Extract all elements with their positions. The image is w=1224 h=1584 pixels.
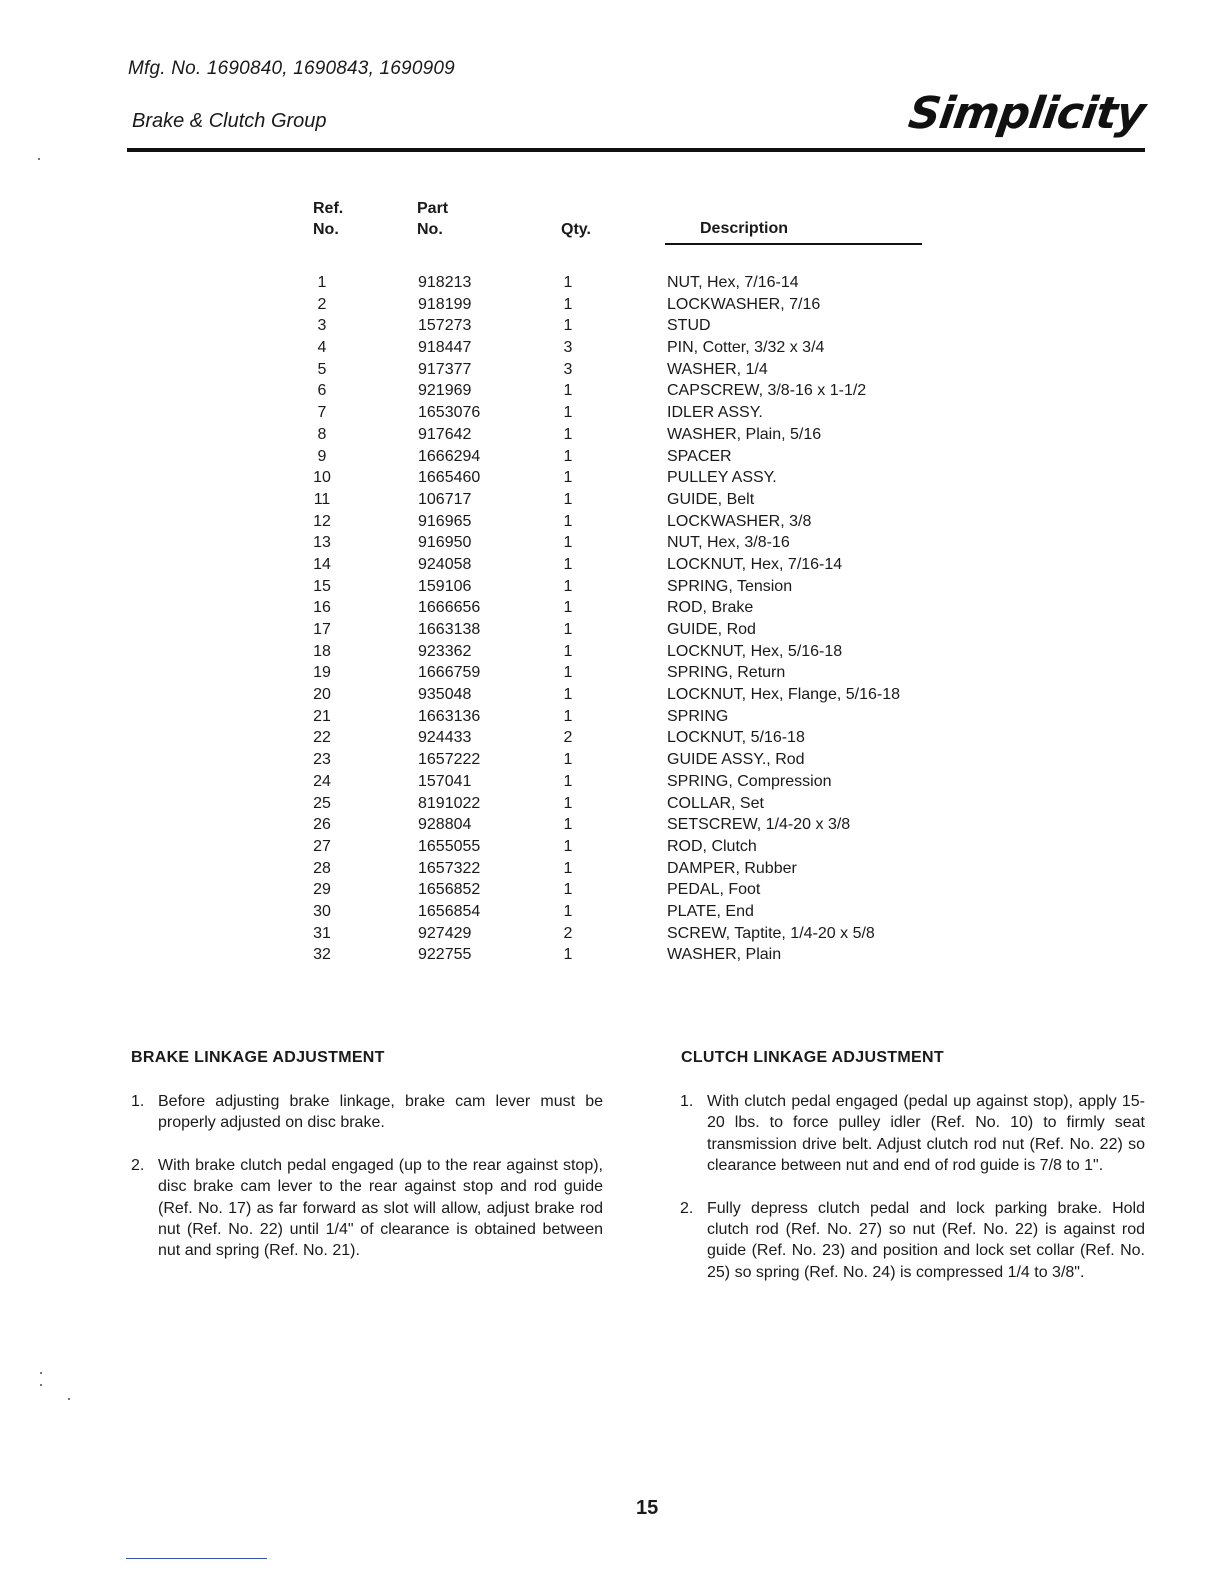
qty-cell: 1 [563,794,573,812]
part-no-cell: 924058 [418,555,472,573]
ref-no-cell: 8 [317,425,327,443]
table-row [305,944,965,966]
step-text: With brake clutch pedal engaged (up to the rear against stop), disc brake cam lever to the rear against stop and rod guide (Ref. No. 17) as far forward as slot will allow, adjust brake rod nut (Ref. No. 22) until 1/4" of clearance is obtained between nut and spring (Ref. No. 21). [158,1156,603,1260]
qty-cell: 1 [563,469,573,487]
qty-cell: 1 [563,599,573,617]
ref-no-cell: 11 [313,490,331,508]
table-row [305,597,965,619]
description-cell: ROD, Clutch [667,837,757,855]
description-cell: SETSCREW, 1/4-20 x 3/8 [667,816,851,834]
step-text: Fully depress clutch pedal and lock parking brake. Hold clutch rod (Ref. No. 27) so nut (Ref. No. 22) is against rod guide (Ref. No. 23) and position and lock set collar (Ref. No. 25) so spring (Ref. No. 24) is compressed 1/4 to 3/8". [707,1199,1145,1281]
description-cell: SPRING, Tension [667,577,793,595]
part-no-cell: 924433 [418,729,472,747]
ref-no-cell: 16 [313,599,331,617]
step-text: With clutch pedal engaged (pedal up against stop), apply 15-20 lbs. to force pulley idler (Ref. No. 10) to firmly seat transmission drive belt. Adjust clutch rod nut (Ref. No. 22) so clearance between nut and end of rod guide is 7/8 to 1". [707,1093,1145,1175]
table-row [305,532,965,554]
qty-cell: 1 [563,707,573,725]
part-no-cell: 1665460 [418,469,481,487]
description-cell: WASHER, Plain, 5/16 [667,425,822,443]
table-row [305,424,965,446]
ref-no-cell: 27 [313,837,331,855]
part-no-cell: 1657322 [418,859,481,877]
step-text: Before adjusting brake linkage, brake cam lever must be properly adjusted on disc brake. [158,1093,603,1132]
part-no-cell: 106717 [418,490,472,508]
qty-cell: 1 [563,447,573,465]
description-cell: GUIDE, Rod [667,621,756,638]
parts-table [305,198,965,964]
part-no-cell: 918199 [418,295,472,313]
qty-cell: 2 [563,729,573,747]
part-no-cell: 1663136 [418,707,481,725]
qty-cell: 1 [563,946,573,964]
table-row [305,814,965,836]
table-row [305,294,965,316]
qty-cell: 3 [563,339,573,357]
ref-no-cell: 25 [313,794,331,812]
part-no-cell: 157041 [418,772,472,790]
part-no-cell: 1666656 [418,599,481,617]
page-number: 15 [636,1497,659,1519]
table-row [305,272,965,294]
table-row [305,771,965,793]
table-row [305,619,965,641]
part-no-cell: 1663138 [418,621,481,638]
part-no-cell: 1653076 [418,404,481,422]
ref-no-cell: 24 [313,772,331,790]
qty-cell: 1 [563,751,573,769]
brake-section-title: BRAKE LINKAGE ADJUSTMENT [131,1049,385,1066]
part-no-cell: 8191022 [418,794,481,812]
part-no-cell: 917377 [418,360,472,378]
table-row [305,901,965,923]
description-cell: SCREW, Taptite, 1/4-20 x 5/8 [667,924,875,942]
ref-no-cell: 28 [313,859,331,877]
table-row [305,402,965,424]
brand-logo: Simplicity [905,88,1148,139]
description-cell: LOCKNUT, Hex, 7/16-14 [667,555,843,573]
ref-no-cell: 21 [313,707,331,725]
description-cell: IDLER ASSY. [667,404,763,422]
qty-cell: 1 [563,274,573,291]
qty-cell: 1 [563,642,573,660]
table-row [305,706,965,728]
part-no-cell: 921969 [418,382,472,400]
header-part: Part [417,200,449,217]
list-item [131,1091,603,1134]
description-cell: LOCKNUT, 5/16-18 [667,729,805,747]
ref-no-cell: 18 [313,642,331,660]
part-no-cell: 1656854 [418,902,481,920]
qty-cell: 1 [563,382,573,400]
description-cell: GUIDE, Belt [667,490,755,508]
table-row [305,380,965,402]
ref-no-cell: 15 [313,577,331,595]
part-no-cell: 935048 [418,686,472,704]
qty-cell: 1 [563,664,573,682]
part-no-cell: 1656852 [418,881,481,899]
mfg-numbers: Mfg. No. 1690840, 1690843, 1690909 [128,58,455,79]
part-no-cell: 916950 [418,534,472,552]
part-no-cell: 917642 [418,425,472,443]
description-cell: LOCKNUT, Hex, Flange, 5/16-18 [667,686,900,704]
description-cell: SPRING [667,707,729,725]
header-qty: Qty. [561,221,591,238]
header-rule [127,148,1145,152]
part-no-cell: 918447 [418,339,472,357]
description-cell: STUD [667,317,711,335]
description-cell: NUT, Hex, 3/8-16 [667,534,790,552]
qty-cell: 1 [563,686,573,704]
description-cell: LOCKWASHER, 3/8 [667,512,812,530]
qty-cell: 1 [563,512,573,530]
ref-no-cell: 17 [313,621,331,638]
list-item [680,1091,1145,1177]
ref-no-cell: 26 [313,816,331,834]
ref-no-cell: 7 [317,404,327,422]
table-row [305,576,965,598]
table-row [305,793,965,815]
part-no-cell: 1666759 [418,664,481,682]
qty-cell: 1 [563,317,573,335]
description-cell: GUIDE ASSY., Rod [667,751,805,769]
table-row [305,337,965,359]
qty-cell: 1 [563,425,573,443]
qty-cell: 1 [563,534,573,552]
ref-no-cell: 3 [317,317,327,335]
step-number: 2. [131,1156,145,1174]
description-cell: WASHER, Plain [667,946,782,964]
footer-line [126,1558,267,1559]
list-item [680,1198,1145,1284]
qty-cell: 1 [563,772,573,790]
ref-no-cell: 22 [313,729,331,747]
part-no-cell: 157273 [418,317,472,335]
part-no-cell: 1666294 [418,447,481,465]
ref-no-cell: 31 [313,924,331,942]
ref-no-cell: 6 [317,382,327,400]
description-cell: PIN, Cotter, 3/32 x 3/4 [667,339,825,357]
header-part-no: No. [417,221,443,238]
ref-no-cell: 10 [313,469,331,487]
description-cell: DAMPER, Rubber [667,859,797,877]
description-cell: WASHER, 1/4 [667,360,768,378]
ref-no-cell: 14 [313,555,331,573]
part-no-cell: 1657222 [418,751,481,769]
ref-no-cell: 4 [317,339,327,357]
table-row [305,511,965,533]
qty-cell: 1 [563,902,573,920]
part-no-cell: 918213 [418,274,472,291]
ref-no-cell: 29 [313,881,331,899]
scan-speck [68,1398,70,1400]
description-cell: LOCKWASHER, 7/16 [667,295,821,313]
table-row [305,684,965,706]
table-row [305,554,965,576]
ref-no-cell: 30 [313,902,331,920]
table-row [305,662,965,684]
qty-cell: 1 [563,881,573,899]
table-row [305,446,965,468]
ref-no-cell: 12 [313,512,331,530]
description-cell: PEDAL, Foot [667,881,761,899]
table-row [305,923,965,945]
qty-cell: 1 [563,816,573,834]
step-number: 1. [680,1093,694,1110]
ref-no-cell: 23 [313,751,331,769]
qty-cell: 1 [563,555,573,573]
step-number: 2. [680,1199,694,1217]
ref-no-cell: 2 [317,295,327,313]
scan-speck [40,1384,42,1386]
table-row [305,727,965,749]
header-underline [665,243,922,245]
brake-steps [131,1091,603,1283]
description-cell: NUT, Hex, 7/16-14 [667,274,799,291]
ref-no-cell: 32 [313,946,331,964]
header-ref: Ref. [313,200,344,217]
qty-cell: 1 [563,621,573,638]
clutch-section-title: CLUTCH LINKAGE ADJUSTMENT [681,1049,944,1066]
description-cell: ROD, Brake [667,599,754,617]
qty-cell: 1 [563,859,573,877]
table-row [305,836,965,858]
table-row [305,641,965,663]
qty-cell: 1 [563,404,573,422]
description-cell: CAPSCREW, 3/8-16 x 1-1/2 [667,382,867,400]
ref-no-cell: 19 [313,664,331,682]
qty-cell: 1 [563,837,573,855]
part-no-cell: 927429 [418,924,472,942]
header-description: Description [700,220,789,237]
list-item [131,1155,603,1262]
qty-cell: 3 [563,360,573,378]
part-no-cell: 159106 [418,577,472,595]
group-title: Brake & Clutch Group [132,110,327,132]
ref-no-cell: 13 [313,534,331,552]
part-no-cell: 923362 [418,642,472,660]
ref-no-cell: 1 [317,274,327,291]
ref-no-cell: 9 [317,447,327,465]
parts-table-body [305,272,965,966]
step-number: 1. [131,1093,145,1110]
clutch-steps [680,1091,1145,1304]
part-no-cell: 922755 [418,946,472,964]
scan-speck [38,158,40,160]
qty-cell: 1 [563,577,573,595]
table-row [305,467,965,489]
description-cell: PLATE, End [667,902,754,920]
part-no-cell: 928804 [418,816,472,834]
table-row [305,858,965,880]
description-cell: PULLEY ASSY. [667,469,777,487]
table-row [305,749,965,771]
table-row [305,489,965,511]
part-no-cell: 916965 [418,512,472,530]
parts-table-header [305,198,965,244]
table-row [305,359,965,381]
description-cell: SPACER [667,447,732,465]
description-cell: SPRING, Compression [667,772,832,790]
description-cell: LOCKNUT, Hex, 5/16-18 [667,642,843,660]
table-row [305,315,965,337]
qty-cell: 1 [563,490,573,508]
qty-cell: 1 [563,295,573,313]
description-cell: COLLAR, Set [667,794,764,812]
table-row [305,879,965,901]
ref-no-cell: 5 [317,360,327,378]
qty-cell: 2 [563,924,573,942]
description-cell: SPRING, Return [667,664,786,682]
part-no-cell: 1655055 [418,837,481,855]
scan-speck [40,1372,42,1374]
header-ref-no: No. [313,221,339,238]
ref-no-cell: 20 [313,686,331,704]
